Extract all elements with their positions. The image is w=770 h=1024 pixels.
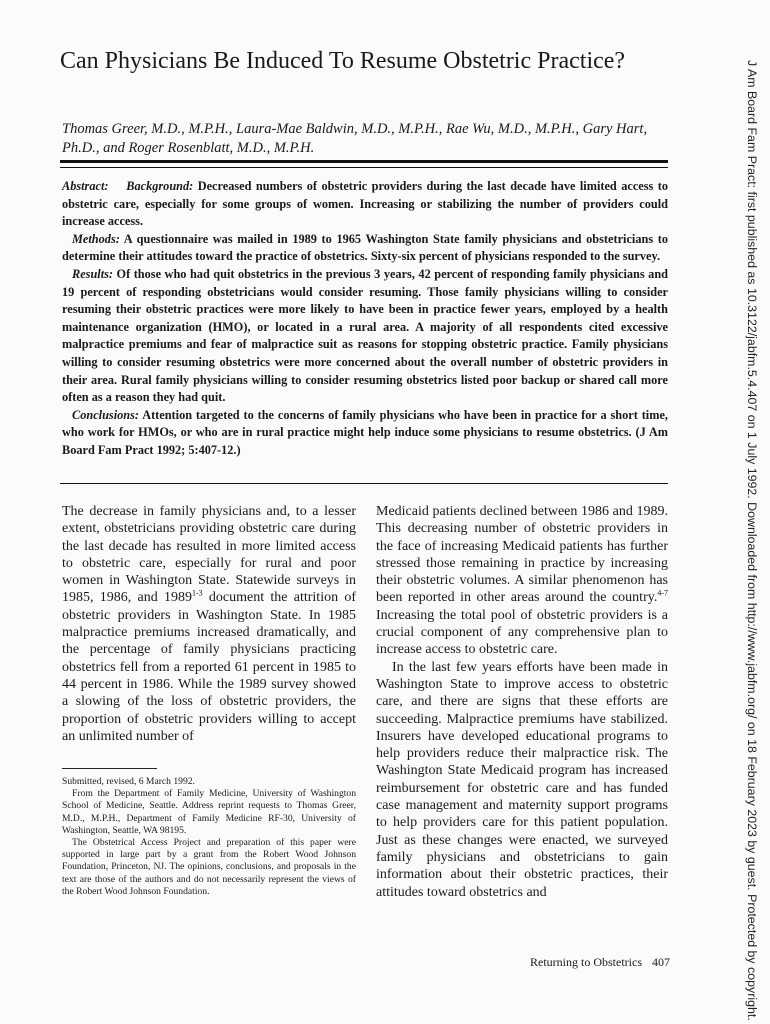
conclusions-label: Conclusions:: [72, 407, 139, 422]
body-text: The decrease in family physicians and, to a lesser extent, obstetricians providing obstetric care during the last decade has resulted in more limited access to obstetric care, especially for rural and poor women in Washington State. Statewide surveys in 1985, 1986, and 1989: [62, 504, 356, 606]
footnote-funding: The Obstetrical Access Project and preparation of this paper were supported in large part by a grant from the Robert Wood Johnson Foundation, Princeton, NJ. The opinions, conclusions, and proposals in the text are those of the authors and do not necessarily represent the views of the Robert Wood Johnson Foundation.: [62, 837, 356, 897]
citation-ref: 1-3: [192, 588, 203, 598]
body-column-right: [376, 503, 668, 901]
copyright-sidebar-text: J Am Board Fam Pract: first published as 10.3122/jabfm.5.4.407 on 1 July 1992. Downloaded from http://www.jabfm.org/ on 18 February 2023 by guest. Protected by copyright.: [745, 60, 759, 1021]
footnotes: [62, 776, 356, 898]
abstract-results: [62, 266, 668, 407]
footnote-submitted: Submitted, revised, 6 March 1992.: [62, 776, 195, 787]
results-text: Of those who had quit obstetrics in the previous 3 years, 42 percent of responding family physicians and 19 percent of responding obstetricians would consider resuming. Those family physicians willing to consider resuming their obstetric practices were more likely to have been in practice fewer years, employed by a health maintenance organization (HMO), or located in a rural area. A majority of all respondents cited excessive malpractice premiums and fear of malpractice suit as reasons for stopping obstetric practice. Family physicians willing to consider resuming obstetrics were more concerned about the overall number of obstetric providers in their area. Rural family physicians willing to consider resuming obstetrics listed poor backup or shared call more often as a reason they had quit.: [62, 266, 668, 405]
background-text: Decreased numbers of obstetric providers during the last decade have limited access to obstetric care, especially for some groups of women. Increasing or stabilizing the number of providers could increase access.: [62, 179, 669, 229]
body-text: document the attrition of obstetric providers in Washington State. In 1985 malpractice premiums increased dramatically, and the percentage of family physicians practicing obstetrics fell from a reported 61 percent in 1985 to 44 percent in 1986. While the 1989 survey showed a slowing of the loss of obstetric providers, the proportion of obstetric providers willing to accept an unlimited number of: [62, 590, 357, 744]
body-paragraph: In the last few years efforts have been made in Washington State to improve access to obstetric care, and there are signs that these efforts are succeeding. Malpractice premiums have stabilized. Insurers have developed educational programs to help providers reduce their malpractice risk. The Washington State Medicaid program has increased reimbursement for obstetric care and has funded case management and maternity support programs to help providers care for this patient population. Just as these changes were enacted, we surveyed family physicians and obstetricians to gain information about their obstetric practices, their attitudes toward obstetrics and: [376, 659, 668, 900]
page-number: 407: [652, 955, 670, 969]
abstract-methods: [62, 231, 668, 266]
results-label: Results:: [72, 266, 113, 281]
abstract-conclusions: [62, 407, 668, 460]
footnote-rule: [62, 768, 157, 769]
copyright-sidebar: [741, 60, 759, 1021]
footnote-affiliation: From the Department of Family Medicine, University of Washington School of Medicine, Seattle. Address reprint requests to Thomas Greer, M.D., M.P.H., Department of Family Medicine RF-30, University of Washington, Seattle, WA 98195.: [62, 788, 356, 836]
abstract-rule: [60, 483, 668, 484]
body-paragraph: [376, 503, 668, 659]
running-footer: [520, 955, 670, 970]
body-text: Increasing the total pool of obstetric providers is a crucial component of any comprehensive plan to increase access to obstetric care.: [376, 607, 668, 658]
citation-ref: 4-7: [657, 588, 668, 598]
abstract-label: Abstract:: [62, 179, 109, 193]
article-title: Can Physicians Be Induced To Resume Obstetric Practice?: [60, 48, 626, 74]
body-column-left: [62, 503, 356, 745]
abstract: [62, 178, 668, 460]
methods-label: Methods:: [72, 231, 120, 246]
body-paragraph: [62, 503, 356, 745]
running-title: Returning to Obstetrics: [530, 955, 642, 969]
background-label: Background:: [126, 179, 194, 193]
author-list: Thomas Greer, M.D., M.P.H., Laura-Mae Baldwin, M.D., M.P.H., Rae Wu, M.D., M.P.H., Gary Hart, Ph.D., and Roger Rosenblatt, M.D., M.P.H.: [62, 121, 648, 156]
body-text: Medicaid patients declined between 1986 and 1989. This decreasing number of obstetric providers in the face of increasing Medicaid patients has further stressed those remaining in practice by increasing their obstetric volumes. A similar phenomenon has been reported in other areas around the country.: [376, 504, 668, 606]
methods-text: A questionnaire was mailed in 1989 to 1965 Washington State family physicians and obstetricians to determine their attitudes toward the practice of obstetrics. Sixty-six percent of physicians responded to the survey.: [62, 231, 668, 264]
abstract-background: [62, 178, 668, 231]
header-rule-thin: [60, 167, 668, 168]
header-rule-thick: [60, 160, 668, 163]
conclusions-text: Attention targeted to the concerns of family physicians who have been in practice for a short time, who work for HMOs, or who are in rural practice might help induce some physicians to resume obstetrics. (J Am Board Fam Pract 1992; 5:407-12.): [62, 407, 668, 457]
